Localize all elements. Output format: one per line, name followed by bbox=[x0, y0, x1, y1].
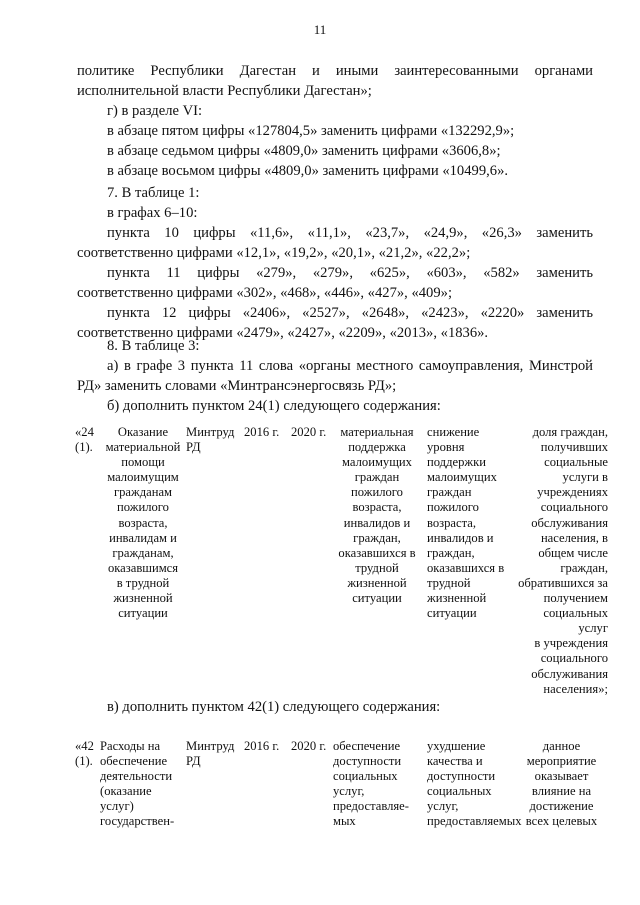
cell-line: в учреждения bbox=[534, 636, 608, 651]
cell-line: социальных услуг bbox=[543, 606, 608, 636]
cell-end-year: 2020 г. bbox=[291, 425, 327, 439]
section-8-v bbox=[77, 697, 593, 717]
cell-line: трудной bbox=[427, 575, 471, 590]
cell-line: обеспечение bbox=[333, 739, 401, 753]
cell-line: обслуживания bbox=[531, 666, 608, 681]
cell-line: учреждениях bbox=[537, 485, 608, 500]
cell-line: услуг) bbox=[100, 799, 134, 814]
cell-line: получением bbox=[543, 591, 608, 606]
cell-line: материальной bbox=[105, 440, 181, 455]
cell-line: гражданам, bbox=[112, 545, 174, 560]
cell-line: оказавшихся в bbox=[427, 560, 505, 575]
text-line: политике Республики Дагестан и иными заинтересованными органами bbox=[77, 63, 593, 79]
cell-line: данное bbox=[542, 739, 581, 753]
cell-line: в трудной bbox=[116, 575, 170, 590]
cell-consequence bbox=[427, 425, 519, 621]
cell-line: предоставляе- bbox=[333, 799, 409, 814]
cell-result bbox=[333, 739, 421, 830]
text-line: РД» заменить словами «Минтрансэнергосвязь РД»; bbox=[77, 378, 397, 394]
cell-line: жизненной bbox=[347, 575, 407, 590]
intro-paragraph bbox=[77, 61, 593, 181]
cell-line: мероприятие bbox=[526, 754, 597, 769]
cell-executor: Минтруд РД bbox=[186, 739, 235, 769]
row-number: «24 (1). bbox=[75, 425, 94, 455]
cell-line: пожилого bbox=[427, 500, 479, 515]
cell-start-year: 2016 г. bbox=[244, 425, 280, 439]
cell-line: услуг, bbox=[427, 799, 459, 814]
cell-line: материальная bbox=[340, 425, 414, 439]
cell-end-year: 2020 г. bbox=[291, 739, 327, 753]
cell-line: возраста, bbox=[427, 515, 477, 530]
text-line: соответственно цифрами «302», «468», «446», «427», «409»; bbox=[77, 285, 453, 301]
text-line: соответственно цифрами «12,1», «19,2», «20,1», «21,2», «22,2»; bbox=[77, 245, 471, 261]
cell-line: доступности bbox=[427, 769, 496, 784]
replacement-line: в абзаце восьмом цифры «4809,0» заменить цифрами «10499,6». bbox=[107, 163, 509, 179]
cell-line: уровня bbox=[427, 440, 465, 455]
cell-activity bbox=[100, 739, 186, 830]
section-7 bbox=[77, 183, 593, 343]
cell-line: возраста, bbox=[352, 500, 402, 515]
cell-line: возраста, bbox=[118, 515, 168, 530]
cell-consequence bbox=[427, 739, 522, 830]
cell-line: жизненной bbox=[113, 591, 173, 606]
section-8 bbox=[77, 336, 593, 416]
cell-line: инвалидов и bbox=[427, 530, 494, 545]
cell-line: услуг, bbox=[333, 784, 365, 799]
cell-line: малоимущих bbox=[342, 455, 412, 470]
cell-line: достижение bbox=[529, 799, 594, 814]
text-line: соответственно цифрами «2479», «2427», «2209», «2013», «1836». bbox=[77, 325, 489, 341]
cell-line: граждан, bbox=[560, 560, 608, 575]
cell-line: инвалидам и bbox=[109, 530, 177, 545]
cell-indicator bbox=[515, 739, 608, 830]
cell-line: инвалидов и bbox=[343, 515, 411, 530]
cell-line: оказавшимся bbox=[107, 560, 179, 575]
cell-line: снижение bbox=[427, 425, 480, 439]
section-heading: 8. В таблице 3: bbox=[107, 338, 200, 354]
cell-result bbox=[333, 425, 421, 606]
cell-activity bbox=[100, 425, 186, 621]
cell-line: жизненной bbox=[427, 591, 487, 606]
row-number: «42 (1). bbox=[75, 739, 94, 769]
cell-line: помощи bbox=[121, 455, 165, 470]
cell-line: получивших bbox=[540, 440, 608, 455]
cell-line: доступности bbox=[333, 754, 402, 769]
cell-line: граждан, bbox=[353, 530, 401, 545]
cell-line: пожилого bbox=[351, 485, 403, 500]
cell-line: поддержки bbox=[427, 455, 486, 470]
cell-indicator bbox=[515, 425, 608, 697]
text-line: пункта 12 цифры «2406», «2527», «2648», «2423», «2220» заменить bbox=[107, 305, 593, 321]
cell-line: (оказание bbox=[100, 784, 152, 799]
cell-line: обратившихся за bbox=[518, 575, 608, 590]
cell-line: влияние на bbox=[531, 784, 592, 799]
cell-line: граждан bbox=[354, 470, 400, 485]
cell-line: ухудшение bbox=[427, 739, 486, 753]
text-line: пункта 10 цифры «11,6», «11,1», «23,7», «24,9», «26,3» заменить bbox=[107, 225, 593, 241]
text-line: исполнительной власти Республики Дагестан»; bbox=[77, 83, 372, 99]
cell-line: услуги в bbox=[562, 470, 608, 485]
cell-line: государствен- bbox=[100, 814, 175, 829]
replacement-line: в абзаце седьмом цифры «4809,0» заменить цифрами «3606,8»; bbox=[107, 143, 501, 159]
replacement-line: в абзаце пятом цифры «127804,5» заменить цифрами «132292,9»; bbox=[107, 123, 515, 139]
cell-line: ситуации bbox=[118, 606, 168, 621]
cell-line: малоимущим bbox=[107, 470, 179, 485]
cell-line: Расходы на bbox=[100, 739, 161, 753]
cell-line: граждан bbox=[427, 485, 472, 500]
cell-line: деятельности bbox=[100, 769, 173, 784]
cell-line: оказывает bbox=[534, 769, 589, 784]
section-subheading: в графах 6–10: bbox=[107, 205, 198, 221]
cell-line: ситуации bbox=[352, 591, 402, 606]
cell-line: обслуживания bbox=[531, 515, 608, 530]
cell-line: социального bbox=[540, 500, 608, 515]
cell-line: граждан, bbox=[427, 545, 475, 560]
section-heading: 7. В таблице 1: bbox=[107, 185, 200, 201]
cell-line: населения, в bbox=[540, 530, 608, 545]
cell-line: обеспечение bbox=[100, 754, 168, 769]
cell-line: социальных bbox=[333, 769, 398, 784]
cell-line: общем числе bbox=[538, 545, 608, 560]
cell-line: гражданам bbox=[113, 485, 173, 500]
text-line: пункта 11 цифры «279», «279», «625», «603», «582» заменить bbox=[107, 265, 593, 281]
cell-line: доля граждан, bbox=[532, 425, 608, 439]
cell-line: пожилого bbox=[117, 500, 169, 515]
cell-line: социальных bbox=[427, 784, 492, 799]
text-line: а) в графе 3 пункта 11 слова «органы местного самоуправления, Минстрой bbox=[107, 358, 593, 374]
page-number: 11 bbox=[313, 22, 327, 37]
item-g: г) в разделе VI: bbox=[107, 103, 203, 119]
cell-line: социального bbox=[540, 651, 608, 666]
cell-line: социальные bbox=[544, 455, 608, 470]
cell-line: ситуации bbox=[427, 606, 477, 621]
cell-line: качества и bbox=[427, 754, 483, 769]
cell-line: поддержка bbox=[348, 440, 406, 455]
cell-start-year: 2016 г. bbox=[244, 739, 280, 753]
cell-line: трудной bbox=[355, 560, 399, 575]
cell-line: предоставляемых bbox=[427, 814, 522, 829]
cell-line: населения»; bbox=[543, 681, 608, 696]
cell-line: всех целевых bbox=[525, 814, 598, 829]
text-line: в) дополнить пунктом 42(1) следующего содержания: bbox=[107, 699, 441, 715]
cell-line: малоимущих bbox=[427, 470, 497, 485]
cell-executor: Минтруд РД bbox=[186, 425, 235, 455]
text-line: б) дополнить пунктом 24(1) следующего содержания: bbox=[107, 398, 441, 414]
cell-line: оказавшихся в bbox=[338, 545, 416, 560]
cell-line: мых bbox=[333, 814, 356, 829]
cell-line: Оказание bbox=[117, 425, 169, 439]
